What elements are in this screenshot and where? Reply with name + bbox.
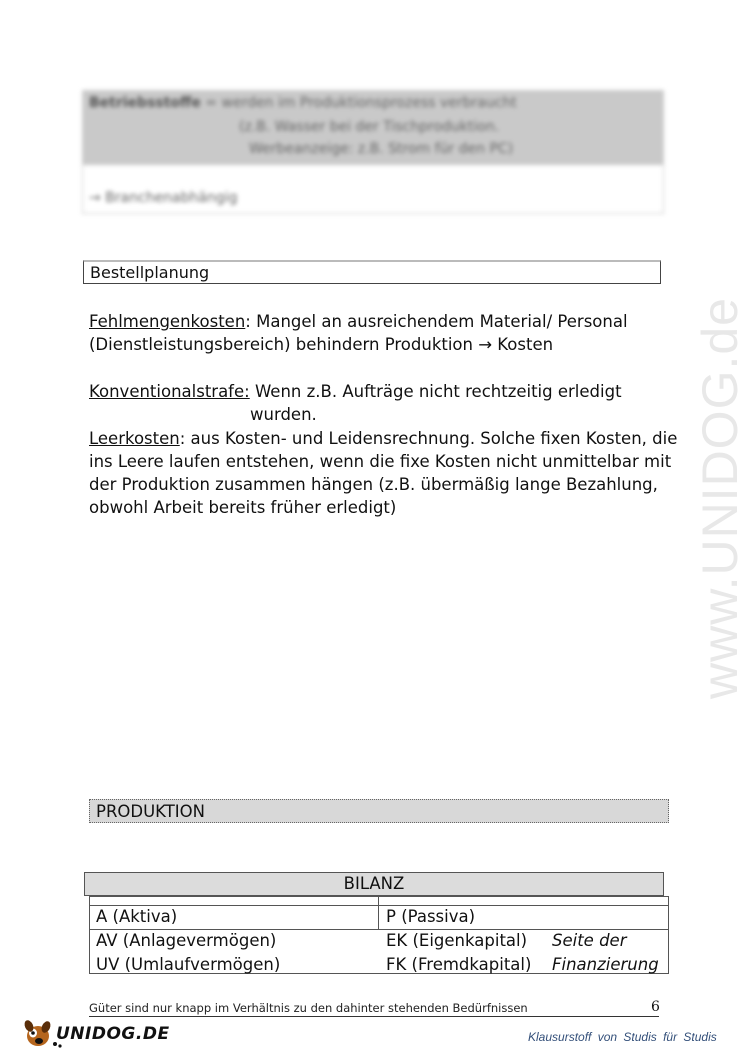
produktion-heading: PRODUKTION: [96, 802, 205, 821]
leerkosten-paragraph: [89, 427, 677, 519]
fehlmengen-paragraph: [89, 310, 628, 356]
section-heading-box: [83, 260, 661, 284]
fehlmengen-line-1: : Mangel an ausreichendem Material/ Personal: [245, 312, 628, 331]
bilanz-row: [90, 953, 668, 977]
bilanz-table: [89, 896, 669, 974]
footer-divider: [89, 1016, 659, 1017]
fehlmengen-line-2: (Dienstleistungsbereich) behindern Produktion → Kosten: [89, 335, 554, 354]
logo-text: UNIDOG.DE: [56, 1024, 170, 1044]
blurred-line-2: (z.B. Wasser bei der Tischproduktion.: [239, 119, 500, 135]
blurred-content-box: [82, 90, 664, 214]
bilanz-cell-left: UV (Umlaufvermögen): [96, 955, 281, 974]
konventional-line-1: Wenn z.B. Aufträge nicht rechtzeitig erledigt: [249, 382, 622, 401]
footer-text: Güter sind nur knapp im Verhältnis zu den dahinter stehenden Bedürfnissen: [89, 1001, 528, 1015]
bilanz-cell-right: FK (Fremdkapital): [386, 955, 532, 974]
bilanz-cell-note: Seite der: [552, 931, 627, 950]
bilanz-cell-left: AV (Anlagevermögen): [96, 931, 277, 950]
bilanz-cell-note: Finanzierung: [552, 955, 659, 974]
blurred-line-1: Betriebsstoffe = werden im Produktionsprozess verbraucht: [89, 95, 517, 111]
bilanz-cell-left: A (Aktiva): [96, 907, 178, 926]
leerkosten-line-2: ins Leere laufen entstehen, wenn die fixe Kosten nicht unmittelbar mit: [89, 452, 672, 471]
bilanz-row: [90, 929, 668, 953]
leerkosten-term: Leerkosten: [89, 429, 180, 448]
watermark: www.UNIDOG.de: [692, 297, 748, 699]
section-heading: Bestellplanung: [90, 263, 210, 282]
konventional-term: Konventionalstrafe:: [89, 382, 250, 401]
page-number: 6: [651, 999, 660, 1015]
blurred-line-3: Werbeanzeige: z.B. Strom für den PC): [249, 141, 514, 157]
bilanz-row: [90, 905, 668, 929]
konventional-line-2: wurden.: [250, 405, 317, 424]
produktion-heading-box: [89, 799, 669, 823]
leerkosten-line-3: der Produktion zusammen hängen (z.B. übermäßig lange Bezahlung,: [89, 475, 658, 494]
bilanz-cell-right: P (Passiva): [386, 907, 476, 926]
leerkosten-line-4: obwohl Arbeit bereits früher erledigt): [89, 498, 397, 517]
slogan: Klausurstoff von Studis für Studis: [528, 1030, 717, 1044]
konventional-paragraph: [89, 380, 622, 403]
fehlmengen-term: Fehlmengenkosten: [89, 312, 246, 331]
bilanz-title: BILANZ: [84, 872, 664, 896]
blurred-line-4: → Branchenabhängig: [89, 190, 238, 206]
bilanz-cell-right: EK (Eigenkapital): [386, 931, 528, 950]
leerkosten-line-1: : aus Kosten- und Leidensrechnung. Solche fixen Kosten, die: [179, 429, 678, 448]
